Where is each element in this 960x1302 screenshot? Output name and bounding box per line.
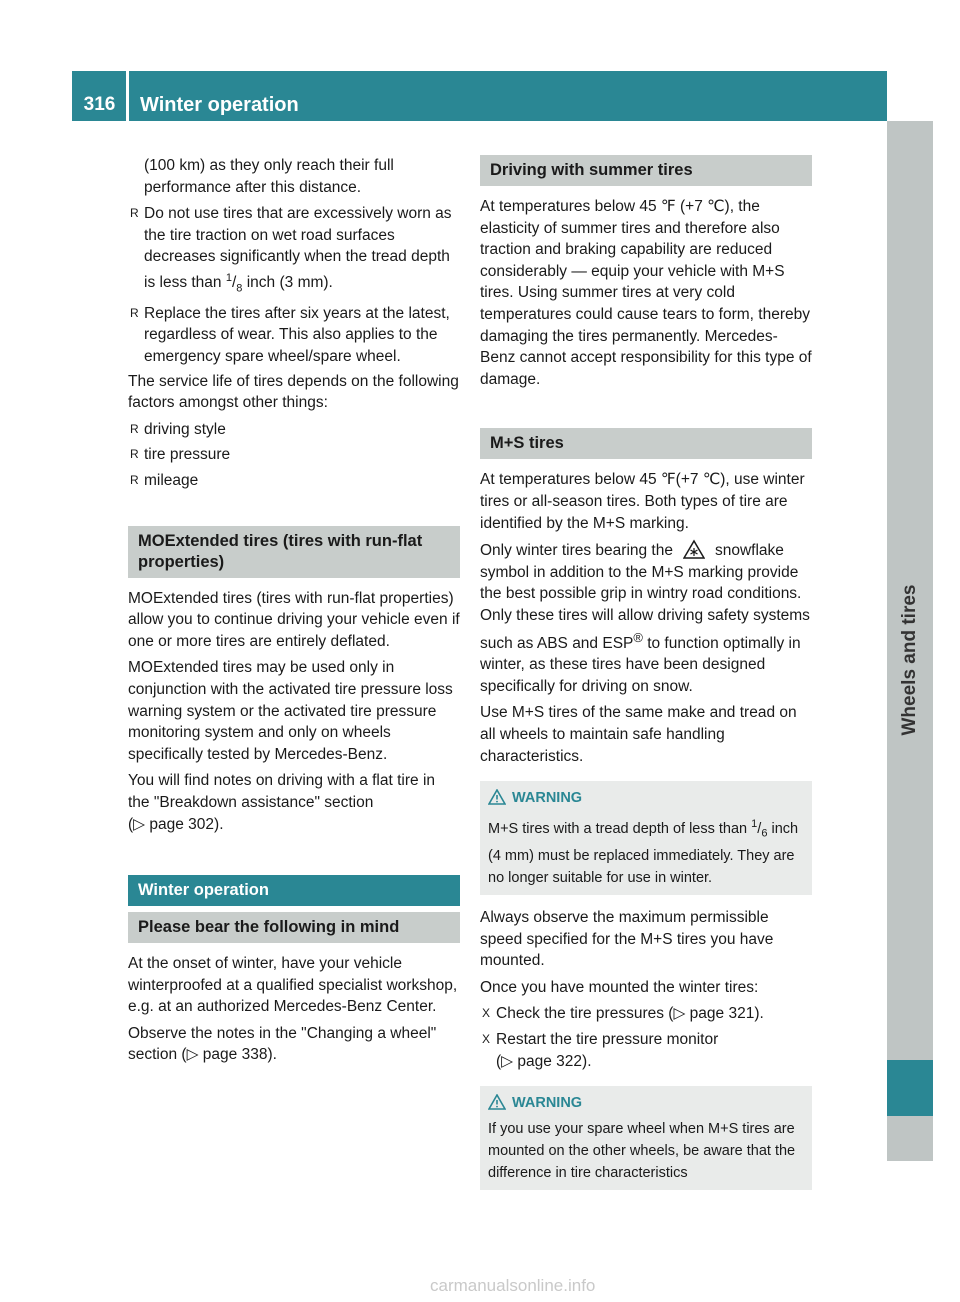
bear-paragraph: Observe the notes in the "Changing a wheel" section (▷ page 338).: [128, 1024, 437, 1064]
bullet-marker: R: [130, 472, 139, 487]
observe-paragraph: Always observe the maximum permissible speed specified for the M+S tires you have mounted.: [480, 908, 774, 970]
warning-text: M+S tires with a tread depth of less than $^1/_6$ inch (4 mm) must be replaced immediately. They are no longer suitable for use in winter.: [488, 818, 799, 886]
summer-paragraph: At temperatures below 45 ℉ (+7 ℃), the elasticity of summer tires and therefore also traction and braking capability are reduced considerably — equip your vehicle with M+S tires. Using summer tires at very cold temperatures could cause tears to form, thereby damaging the tires permanently. Mercedes-Benz cannot accept responsibility for this type of damage.: [480, 198, 812, 388]
list-item: R Replace the tires after six years at the latest, regardless of wear. This also applies to the emergency spare wheel/spare wheel.: [130, 304, 450, 365]
list-item: R mileage: [128, 470, 460, 492]
bullet-marker: R: [130, 305, 139, 320]
warning-box: [480, 1086, 812, 1190]
page-title: Winter operation: [140, 94, 299, 116]
ms-paragraph: At temperatures below 45 ℉(+7 ℃), use winter tires or all-season tires. Both types of tire are identified by the M+S marking.: [480, 471, 805, 532]
ms-paragraph: Only winter tires bearing the snowflake symbol in addition to the M+S marking provide the best possible grip in wintry road conditions. Only these tires will allow driving safety systems such as ABS and ESP® to function optimally in winter, as these tires have been designed specifically for driving on snow.: [480, 539, 812, 697]
warning-icon: [488, 789, 506, 805]
right-column: [480, 155, 812, 1190]
intro-continued: (100 km) as they only reach their full performance after this distance.: [144, 157, 394, 196]
bear-paragraph: At the onset of winter, have your vehicle winterproofed at a qualified specialist workshop, e.g. at an authorized Mercedes-Benz Center.: [128, 955, 458, 1016]
step-marker: X: [482, 1031, 491, 1046]
watermark: carmanualsonline.info: [430, 1276, 596, 1295]
page-reference-link[interactable]: (▷ page 302).: [128, 815, 224, 833]
summer-heading: Driving with summer tires: [480, 155, 812, 186]
warning-box: [480, 781, 812, 895]
step-marker: X: [482, 1006, 491, 1021]
left-column: [128, 155, 460, 1071]
bullet-marker: R: [130, 206, 139, 221]
warning-icon: [488, 1094, 506, 1110]
page-number: 316: [83, 94, 116, 115]
list-item: R tire pressure: [128, 444, 460, 466]
warning-title: WARNING: [488, 1092, 804, 1114]
moe-paragraph: MOExtended tires (tires with run-flat properties) allow you to continue driving your vehicle even if one or more tires are entirely deflated.: [128, 589, 460, 650]
bear-heading: Please bear the following in mind: [128, 912, 460, 943]
moe-heading: MOExtended tires (tires with run-flat properties): [128, 526, 460, 578]
step-item: X Check the tire pressures (▷ page 321).: [480, 1003, 812, 1025]
moe-paragraph: MOExtended tires may be used only in conjunction with the activated tire pressure loss warning system or the activated tire pressure monitoring system and only on wheels specifically tested by Mercedes-Benz.: [128, 659, 453, 763]
bullet-marker: R: [130, 421, 139, 436]
ms-heading: M+S tires: [480, 428, 812, 459]
section-heading: Winter operation: [128, 875, 460, 906]
list-item: R Do not use tires that are excessively worn as the tire traction on wet road surfaces decreases significantly when the tread depth is less than $^1/_8$ inch (3 mm).: [130, 205, 452, 295]
list-item: R driving style: [128, 419, 460, 441]
snowflake-mountain-icon: [683, 539, 705, 559]
bullet-marker: R: [130, 447, 139, 462]
section-tab-label: Wheels and tires: [899, 584, 920, 736]
moe-paragraph: You will find notes on driving with a flat tire in the "Breakdown assistance" section: [128, 772, 436, 811]
side-tab-marker: [887, 1060, 933, 1116]
step-item: X Restart the tire pressure monitor (▷ page 322).: [482, 1030, 719, 1070]
warning-text: If you use your spare wheel when M+S tires are mounted on the other wheels, be aware that the difference in tire characteristics: [488, 1121, 796, 1182]
service-life-text: The service life of tires depends on the following factors amongst other things:: [128, 372, 459, 412]
ms-paragraph: Use M+S tires of the same make and tread on all wheels to maintain safe handling characteristics.: [480, 704, 797, 765]
page-reference-link[interactable]: (▷ page 322).: [496, 1052, 592, 1070]
header-divider: [126, 71, 129, 121]
section-tab: [888, 560, 932, 760]
mounted-paragraph: Once you have mounted the winter tires:: [480, 978, 759, 996]
warning-title: WARNING: [488, 787, 804, 809]
